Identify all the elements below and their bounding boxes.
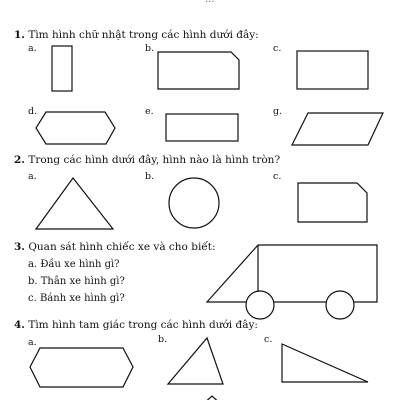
q1-label-g: g. [273, 106, 283, 117]
q1-label-e: e. [145, 106, 154, 117]
q1-label-b: b. [145, 43, 155, 54]
question-3-text: Quan sát hình chiếc xe và cho biết: [28, 241, 216, 253]
question-2-text: Trong các hình dưới đây, hình nào là hình tròn? [28, 154, 281, 166]
question-1-number: 1. [14, 29, 25, 41]
q1-label-a: a. [28, 43, 37, 54]
q4-label-b: b. [158, 334, 168, 345]
q3-item-a: a. Đầu xe hình gì? [28, 259, 120, 270]
q4-label-a: a. [28, 337, 37, 348]
question-3-number: 3. [14, 241, 25, 253]
q3-item-c: c. Bánh xe hình gì? [28, 293, 125, 304]
question-4-text: Tìm hình tam giác trong các hình dưới đây: [28, 319, 258, 331]
q2-label-b: b. [145, 171, 155, 182]
q1-label-c: c. [273, 43, 282, 54]
q2-label-a: a. [28, 171, 37, 182]
q3-item-b: b. Thân xe hình gì? [28, 276, 125, 287]
q4-label-c: c. [264, 334, 273, 345]
q2-label-c: c. [273, 171, 282, 182]
question-1-text: Tìm hình chữ nhật trong các hình dưới đây: [28, 29, 259, 41]
q1-label-d: d. [28, 106, 38, 117]
question-4-number: 4. [14, 319, 25, 331]
question-2-number: 2. [14, 154, 25, 166]
